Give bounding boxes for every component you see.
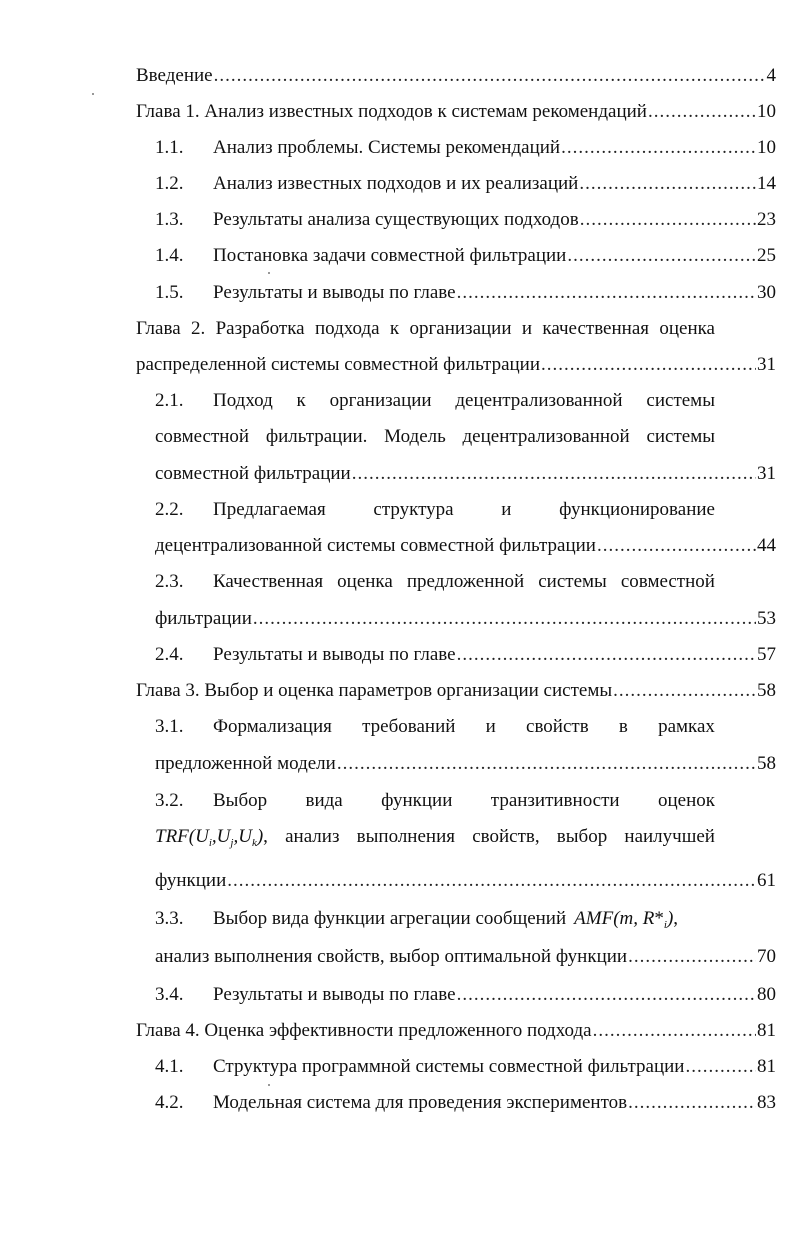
toc-page-number: 70	[757, 946, 776, 967]
toc-page-number: 44	[757, 535, 776, 556]
toc-word: децентрализованной	[462, 426, 630, 447]
toc-section-3-1-line-1	[155, 713, 715, 741]
toc-section-number: 1.3.	[155, 209, 184, 230]
toc-title: Выбор вида функции агрегации сообщений	[213, 908, 567, 929]
toc-word: предложенной	[406, 571, 525, 592]
toc-title: Результаты и выводы по главе	[213, 282, 456, 303]
toc-section-number: 3.1.	[155, 716, 184, 737]
toc-word: совместной	[155, 426, 250, 447]
toc-section-number: 1.1.	[155, 137, 184, 158]
toc-section-number: 4.2.	[155, 1092, 184, 1113]
toc-section-number: 2.2.	[155, 499, 184, 520]
toc-entry-chapter-1	[136, 98, 776, 126]
toc-word: свойств	[526, 716, 589, 737]
toc-page-number: 23	[757, 209, 776, 230]
scan-speck	[268, 1084, 270, 1086]
toc-title: Результаты анализа существующих подходов	[213, 209, 579, 230]
toc-title: Результаты и выводы по главе	[213, 644, 456, 665]
toc-word: Выбор	[213, 790, 268, 811]
formula-subscript: i	[663, 919, 667, 931]
toc-word: организации	[329, 390, 432, 411]
toc-entry-chapter-4	[136, 1017, 776, 1045]
toc-entry-section-2-1	[155, 460, 776, 488]
toc-word: функционирование	[559, 499, 715, 520]
formula-arg: U	[195, 826, 209, 847]
toc-section-number: 2.4.	[155, 644, 184, 665]
toc-title: совместной фильтрации	[155, 463, 351, 484]
toc-entry-section-1-5	[155, 279, 776, 307]
toc-page-number: 30	[757, 282, 776, 303]
toc-word: свойств,	[472, 826, 540, 847]
toc-word: Подход	[213, 390, 273, 411]
toc-entry-section-4-1	[155, 1053, 776, 1081]
toc-word: Разработка	[215, 318, 305, 339]
toc-word: оценка	[337, 571, 393, 592]
dot-leader	[628, 1089, 756, 1117]
toc-title: Глава 3. Выбор и оценка параметров организации системы	[136, 680, 613, 701]
toc-page-number: 10	[757, 137, 776, 158]
dot-leader	[337, 750, 756, 778]
toc-word: и	[485, 716, 496, 737]
toc-section-number: 3.4.	[155, 984, 184, 1005]
dot-leader	[628, 943, 756, 971]
toc-word: вида	[305, 790, 343, 811]
toc-entry-section-2-3	[155, 605, 776, 633]
dot-leader	[457, 981, 756, 1009]
formula-amf: AMF(m, $R*_i$),	[574, 908, 679, 931]
dot-leader	[352, 460, 756, 488]
formula-arg: m	[619, 908, 634, 929]
toc-section-number: 1.4.	[155, 245, 184, 266]
toc-entry-section-4-2	[155, 1089, 776, 1117]
toc-justified-text	[213, 568, 715, 596]
toc-entry-section-2-4	[155, 641, 776, 669]
toc-page-number: 58	[757, 680, 776, 701]
toc-title: Модельная система для проведения экспериментов	[213, 1092, 628, 1113]
toc-word: Качественная	[213, 571, 324, 592]
toc-section-number: 1.5.	[155, 282, 184, 303]
toc-word: системы	[646, 426, 715, 447]
toc-word: структура	[373, 499, 454, 520]
formula-subscript: j	[230, 837, 234, 849]
toc-section-2-3-line-1	[155, 568, 715, 596]
toc-entry-section-3-2	[155, 867, 776, 895]
toc-word: подхода	[314, 318, 380, 339]
dot-leader	[648, 98, 756, 126]
toc-title: Постановка задачи совместной фильтрации	[213, 245, 567, 266]
dot-leader	[227, 867, 756, 895]
toc-page-number: 4	[766, 65, 776, 86]
toc-entry-section-1-1	[155, 134, 776, 162]
toc-entry-section-3-4	[155, 981, 776, 1009]
toc-page-number: 57	[757, 644, 776, 665]
dot-leader	[214, 62, 766, 90]
toc-section-number: 2.1.	[155, 390, 184, 411]
toc-entry-intro	[136, 62, 776, 90]
toc-word: к	[389, 318, 400, 339]
toc-page-number: 81	[757, 1056, 776, 1077]
toc-section-number: 4.1.	[155, 1056, 184, 1077]
dot-leader	[593, 1017, 756, 1045]
toc-word: качественная	[542, 318, 649, 339]
toc-page-number: 80	[757, 984, 776, 1005]
toc-word: выбор	[556, 826, 608, 847]
formula-subscript: i	[208, 837, 212, 849]
toc-word: выполнения	[356, 826, 455, 847]
toc-section-2-1-line-2	[155, 423, 715, 451]
toc-justified-text	[213, 387, 715, 415]
toc-page-number: 14	[757, 173, 776, 194]
formula-star: *	[654, 908, 664, 929]
toc-section-2-2-line-1	[155, 496, 715, 524]
dot-leader	[579, 170, 756, 198]
toc-word: анализ	[285, 826, 340, 847]
toc-page-number: 31	[757, 354, 776, 375]
toc-section-number: 3.3.	[155, 908, 184, 929]
toc-chapter-2-line-1	[136, 315, 715, 343]
toc-section-3-2-line-1	[155, 787, 715, 815]
toc-title: Анализ известных подходов и их реализаций	[213, 173, 579, 194]
dot-leader	[561, 134, 756, 162]
toc-title: Анализ проблемы. Системы рекомендаций	[213, 137, 561, 158]
toc-word: совместной	[620, 571, 715, 592]
toc-entry-chapter-3	[136, 677, 776, 705]
toc-title: функции	[155, 870, 227, 891]
toc-word: 2.	[190, 318, 206, 339]
toc-word: Формализация	[213, 716, 332, 737]
toc-title: Глава 1. Анализ известных подходов к системам рекомендаций	[136, 101, 647, 122]
toc-entry-chapter-2	[136, 351, 776, 379]
toc-word: Предлагаемая	[213, 499, 326, 520]
toc-entry-section-2-2	[155, 532, 776, 560]
toc-word: к	[296, 390, 306, 411]
toc-entry-section-1-4	[155, 242, 776, 270]
toc-page-number: 58	[757, 753, 776, 774]
scan-speck	[92, 93, 94, 95]
toc-word: и	[521, 318, 533, 339]
dot-leader	[457, 279, 756, 307]
toc-word: наилучшей	[624, 826, 715, 847]
toc-title: Глава 4. Оценка эффективности предложенного подхода	[136, 1020, 592, 1041]
formula-trf: $TRF(U_i,U_j,U_k)$,	[155, 826, 268, 849]
toc-word: фильтрации.	[265, 426, 368, 447]
toc-word: рамках	[658, 716, 715, 737]
toc-word: Модель	[384, 426, 446, 447]
toc-title: анализ выполнения свойств, выбор оптимальной функции	[155, 946, 628, 967]
toc-word: функции	[381, 790, 453, 811]
toc-word: в	[618, 716, 628, 737]
toc-word: Глава	[136, 318, 181, 339]
toc-page-number: 10	[757, 101, 776, 122]
toc-word: децентрализованной	[455, 390, 623, 411]
formula-subscript: k	[251, 837, 257, 849]
toc-word: оценок	[657, 790, 715, 811]
toc-section-number: 1.2.	[155, 173, 184, 194]
toc-justified-text	[213, 787, 715, 815]
toc-page-number: 61	[757, 870, 776, 891]
toc-word: требований	[362, 716, 456, 737]
toc-word: и	[501, 499, 512, 520]
toc-word: оценка	[659, 318, 715, 339]
dot-leader	[685, 1053, 756, 1081]
toc-justified-text	[213, 713, 715, 741]
toc-entry-section-3-1	[155, 750, 776, 778]
toc-page-number: 81	[757, 1020, 776, 1041]
toc-justified-text	[213, 496, 715, 524]
toc-page-number: 53	[757, 608, 776, 629]
toc-section-number: 2.3.	[155, 571, 184, 592]
formula-arg: U	[238, 826, 252, 847]
dot-leader	[253, 605, 756, 633]
formula-arg: U	[216, 826, 231, 847]
toc-section-number: 3.2.	[155, 790, 184, 811]
toc-title: распределенной системы совместной фильтрации	[136, 354, 541, 375]
dot-leader	[613, 677, 756, 705]
toc-title: Результаты и выводы по главе	[213, 984, 456, 1005]
toc-title: предложенной модели	[155, 753, 336, 774]
dot-leader	[580, 206, 756, 234]
toc-entry-section-1-2	[155, 170, 776, 198]
toc-word: организации	[409, 318, 512, 339]
dot-leader	[457, 641, 756, 669]
toc-title: децентрализованной системы совместной фильтрации	[155, 535, 596, 556]
toc-page-number: 31	[757, 463, 776, 484]
dot-leader	[541, 351, 756, 379]
toc-section-3-3-line-1	[155, 905, 725, 933]
toc-title: Структура программной системы совместной фильтрации	[213, 1056, 685, 1077]
toc-section-2-1-line-1	[155, 387, 715, 415]
toc-page-number: 83	[757, 1092, 776, 1113]
toc-entry-section-1-3	[155, 206, 776, 234]
toc-word: системы	[538, 571, 607, 592]
formula-name: AMF	[574, 908, 614, 929]
toc-page-number: 25	[757, 245, 776, 266]
formula-arg: R	[642, 908, 655, 929]
scan-speck	[268, 272, 270, 274]
toc-section-3-2-line-2	[155, 823, 715, 851]
toc-title: Введение	[136, 65, 213, 86]
toc-title: фильтрации	[155, 608, 252, 629]
dot-leader	[597, 532, 756, 560]
toc-word: транзитивности	[490, 790, 620, 811]
formula-name: TRF	[155, 826, 189, 847]
toc-word: системы	[646, 390, 715, 411]
toc-entry-section-3-3	[155, 943, 776, 971]
dot-leader	[567, 242, 756, 270]
